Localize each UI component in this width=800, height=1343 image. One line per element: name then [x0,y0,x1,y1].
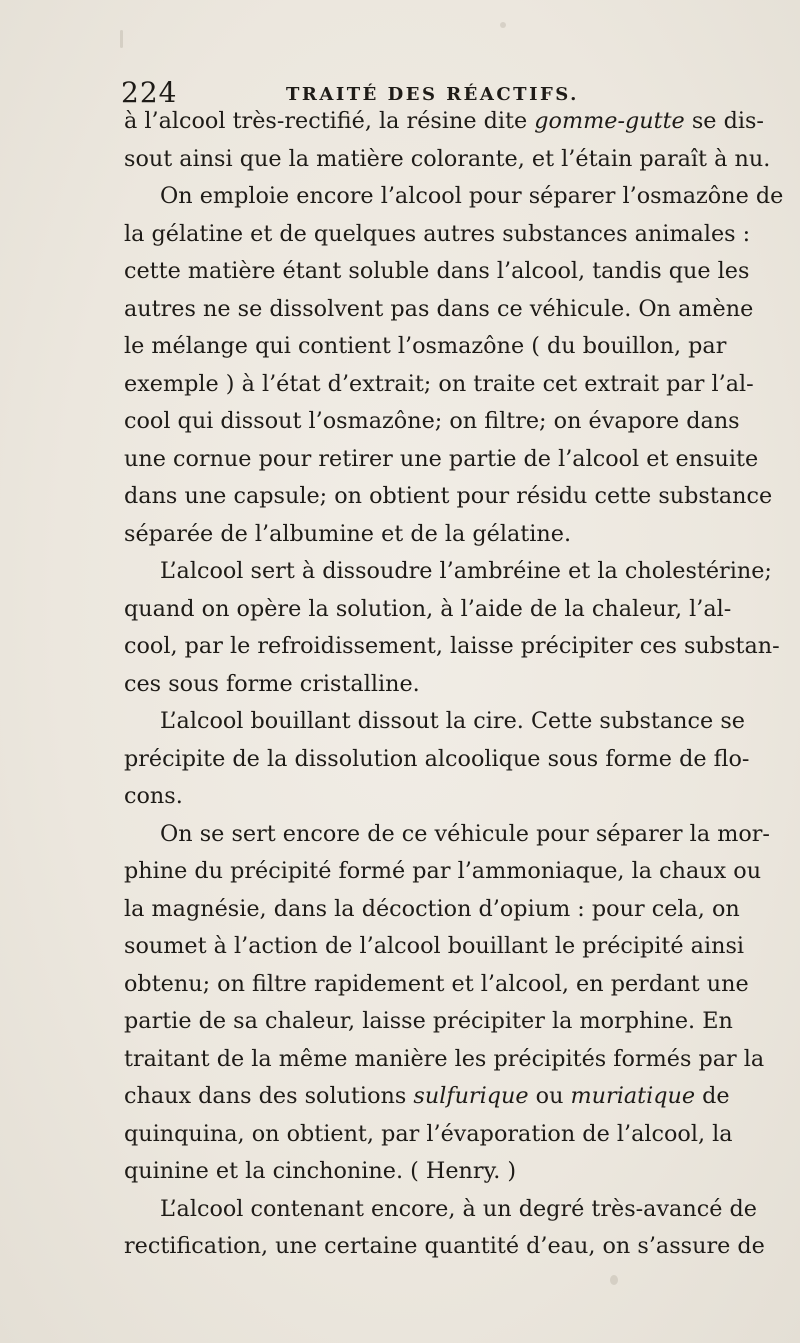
text-line: L’alcool contenant encore, à un degré très-avancé de [160,1195,757,1222]
text-line: phine du précipité formé par l’ammoniaque, la chaux ou [124,858,762,884]
text-line: dans une capsule; on obtient pour résidu cette substance [124,483,773,509]
text-line: séparée de l’albumine et de la gélatine. [124,520,572,547]
text-line: ces sous forme cristalline. [124,670,420,697]
text-line: une cornue pour retirer une partie de l’alcool et ensuite [124,445,759,472]
text-line: traitant de la même manière les précipités formés par la [124,1045,765,1072]
text-line: partie de sa chaleur, laisse précipiter la morphine. En [124,1008,733,1034]
text-line: quinine et la cinchonine. ( Henry. ) [124,1158,517,1184]
text-line: précipite de la dissolution alcoolique sous forme de flo- [124,745,750,772]
text-line: à l’alcool très-rectifié, la résine dite gomme-gutte se dis- [124,108,764,134]
paper-speck [500,22,506,28]
text-line: exemple ) à l’état d’extrait; on traite cet extrait par l’al- [124,370,754,397]
text-line: obtenu; on filtre rapidement et l’alcool, en perdant une [124,970,749,997]
text-line: la magnésie, dans la décoction d’opium : pour cela, on [124,895,740,922]
paper-speck [610,1275,618,1285]
text-line: rectification, une certaine quantité d’eau, on s’assure de [124,1233,765,1259]
text-line: L’alcool sert à dissoudre l’ambréine et la cholestérine; [160,558,772,584]
text-line: L’alcool bouillant dissout la cire. Cette substance se [160,708,745,734]
page-number: 224 [121,76,178,109]
text-line: cool qui dissout l’osmazône; on filtre; on évapore dans [124,408,740,434]
text-line: la gélatine et de quelques autres substances animales : [124,220,751,247]
text-line: le mélange qui contient l’osmazône ( du bouillon, par [124,333,727,359]
text-line: On se sert encore de ce véhicule pour séparer la mor- [160,820,770,847]
text-line: chaux dans des solutions sulfurique ou muriatique de [124,1083,730,1109]
body-text [124,103,784,1266]
text-line: cool, par le refroidissement, laisse précipiter ces substan- [124,633,780,659]
paper-speck [120,30,123,48]
text-line: soumet à l’action de l’alcool bouillant le précipité ainsi [124,933,745,959]
running-title: TRAITÉ DES RÉACTIFS. [286,84,579,105]
text-line: autres ne se dissolvent pas dans ce véhicule. On amène [124,295,754,322]
text-line: cette matière étant soluble dans l’alcool, tandis que les [124,258,750,284]
text-line: sout ainsi que la matière colorante, et l’étain paraît à nu. [124,145,771,172]
text-line: quand on opère la solution, à l’aide de la chaleur, l’al- [124,595,732,622]
text-line: quinquina, on obtient, par l’évaporation de l’alcool, la [124,1120,733,1147]
text-line: cons. [124,783,183,809]
text-line: On emploie encore l’alcool pour séparer l’osmazône de [160,183,784,209]
